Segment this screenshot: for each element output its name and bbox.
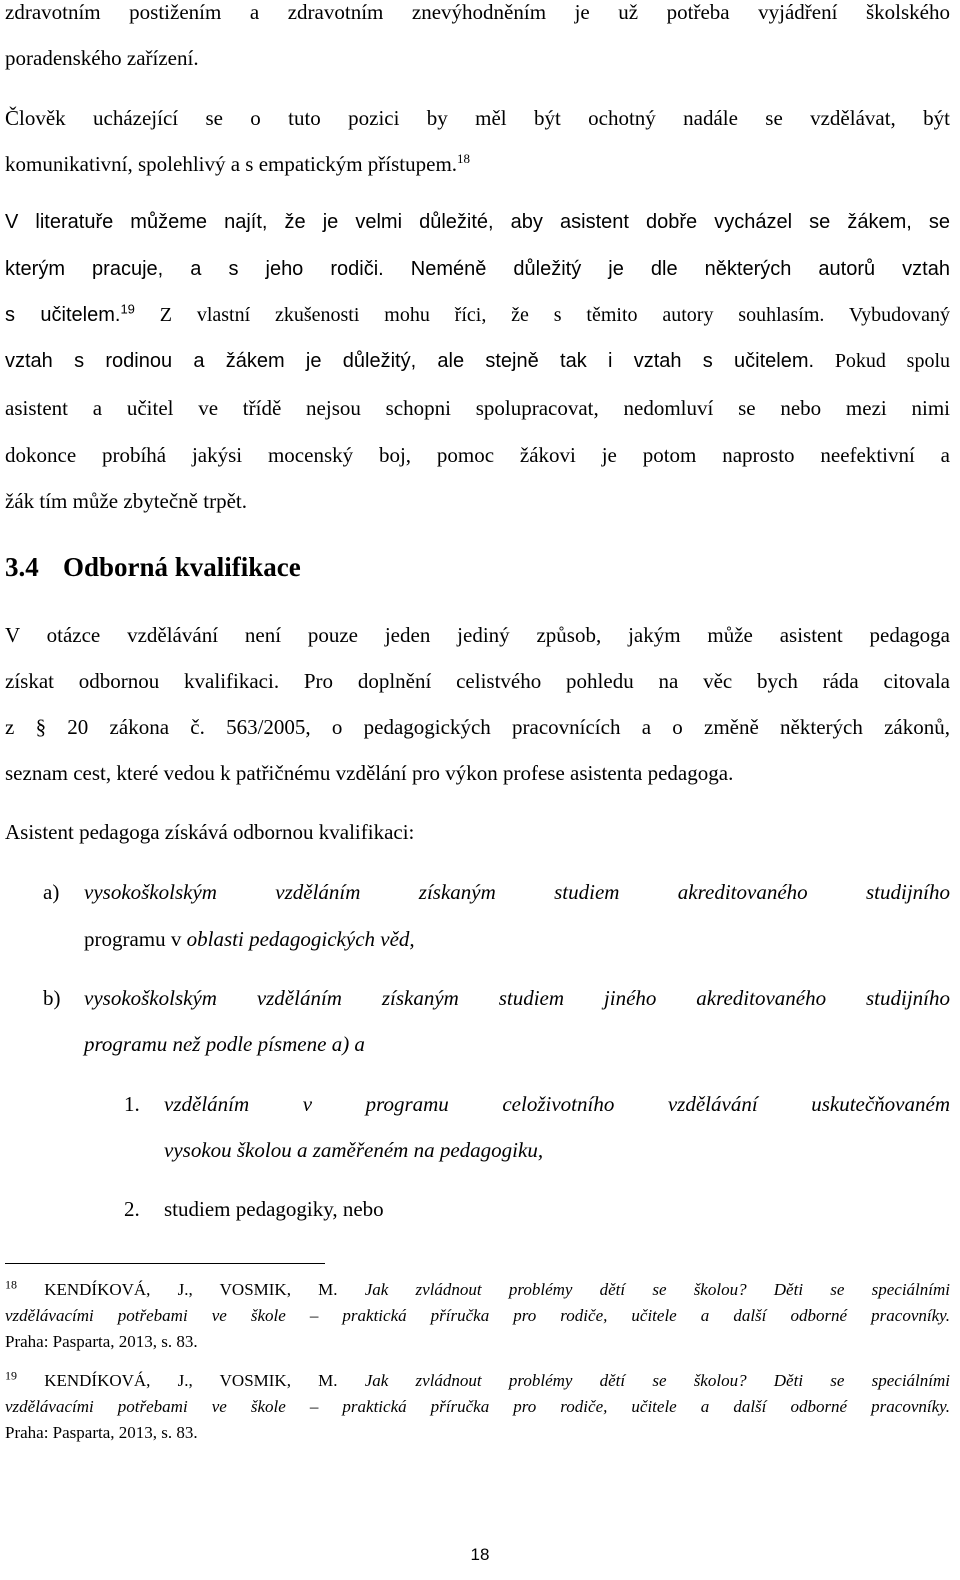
paragraph-line [5,258,950,281]
text: programu v [84,927,187,951]
text: dokonce probíhá jakýsi mocenský boj, pomoc žákovi je potom naprosto neefektivní a [5,443,950,467]
text: KENDÍKOVÁ, J., VOSMIK, M. [17,1280,365,1299]
page-number: 18 [470,1545,490,1564]
text: Asistent pedagoga získává odbornou kvalifikaci: [5,820,415,844]
list-item-text [84,1032,365,1057]
text: Praha: Pasparta, 2013, s. 83. [5,1332,198,1351]
footnote-number: 18 [5,1277,17,1292]
text: vysokoškolským vzděláním získaným studiem akreditovaného studijního [84,880,950,904]
footnote-line [5,1306,950,1326]
footnote-number: 19 [5,1368,17,1383]
footnote-separator [5,1263,325,1264]
text: vysokoškolským vzděláním získaným studiem jiného akreditovaného studijního [84,986,950,1010]
text: programu než podle písmene a) a [84,1032,365,1056]
text: žák tím může zbytečně trpět. [5,489,247,513]
paragraph-line [5,106,950,131]
list-marker: 1. [124,1092,140,1116]
footnote-line [5,1423,950,1443]
text: V otázce vzdělávání není pouze jeden jediný způsob, jakým může asistent pedagoga [5,623,950,647]
footnote-line [5,1397,950,1417]
section-number: 3.4 [5,552,39,582]
list-item-text [164,1197,384,1222]
paragraph-line [5,301,950,327]
paragraph-line [5,443,950,468]
text: Jak zvládnout problémy dětí se školou? Děti se speciálními [364,1371,950,1390]
paragraph-line [5,820,950,845]
text: oblasti pedagogických věd, [186,927,415,951]
text: z § 20 zákona č. 563/2005, o pedagogických pracovnících a o změně některých zákonů, [5,715,950,739]
list-item-text [164,1092,950,1117]
text: V literatuře můžeme najít, že je velmi důležité, aby asistent dobře vycházel se žákem, se [5,211,950,233]
paragraph-line [5,152,950,177]
text: zdravotním postižením a zdravotním znevýhodněním je už potřeba vyjádření školského [5,0,950,24]
text: poradenského zařízení. [5,46,199,70]
list-item-text [84,986,950,1011]
text: Z vlastní zkušenosti mohu říci, že s těmito autory souhlasím. Vybudovaný [134,304,950,326]
paragraph-line [5,489,950,514]
text: komunikativní, spolehlivý a s empatickým přístupem. [5,152,458,176]
text: seznam cest, které vedou k patřičnému vzdělání pro výkon profese asistenta pedagoga. [5,761,734,785]
text: Praha: Pasparta, 2013, s. 83. [5,1423,198,1442]
text: vzdělávacími potřebami ve škole – praktická příručka pro rodiče, učitele a další odborné pracovníky. [5,1397,950,1416]
paragraph-line [5,623,950,648]
text: vzděláním v programu celoživotního vzdělávání uskutečňovaném [164,1092,950,1116]
paragraph-line [5,396,950,421]
text: s učitelem. [5,304,121,326]
paragraph-line [5,46,950,71]
list-item-text [164,1138,543,1163]
text: Člověk ucházející se o tuto pozici by měl být ochotný nadále se vzdělávat, být [5,106,950,130]
list-item-text [84,927,415,952]
paragraph-line [5,211,950,234]
footnote-line [5,1368,950,1391]
text: kterým pracuje, a s jeho rodiči. Neméně důležitý je dle některých autorů vztah [5,258,950,280]
footnote-ref: 19 [120,301,135,317]
text: vztah s rodinou a žákem je důležitý, ale stejně tak i vztah s učitelem. [5,350,815,372]
text: asistent a učitel ve třídě nejsou schopni spolupracovat, nedomluví se nebo mezi nimi [5,396,950,420]
text: KENDÍKOVÁ, J., VOSMIK, M. [17,1371,365,1390]
paragraph-line [5,715,950,740]
section-heading [5,552,301,583]
text: vzdělávacími potřebami ve škole – praktická příručka pro rodiče, učitele a další odborné pracovníky. [5,1306,950,1325]
footnote-line [5,1332,950,1352]
list-item-text [84,880,950,905]
paragraph-line [5,761,950,786]
paragraph-line [5,669,950,694]
text: studiem pedagogiky, nebo [164,1197,384,1221]
footnote-ref: 18 [457,151,471,166]
paragraph-line [5,0,950,25]
text: Pokud spolu [814,350,950,372]
text: Jak zvládnout problémy dětí se školou? Děti se speciálními [364,1280,950,1299]
paragraph-line [5,350,950,373]
list-marker: b) [43,986,61,1010]
list-marker: a) [43,880,60,904]
text: získat odbornou kvalifikaci. Pro doplnění celistvého pohledu na věc bych ráda citovala [5,669,950,693]
section-title: Odborná kvalifikace [63,552,301,582]
list-marker: 2. [124,1197,140,1221]
footnote-line [5,1277,950,1300]
text: vysokou školou a zaměřeném na pedagogiku, [164,1138,544,1162]
